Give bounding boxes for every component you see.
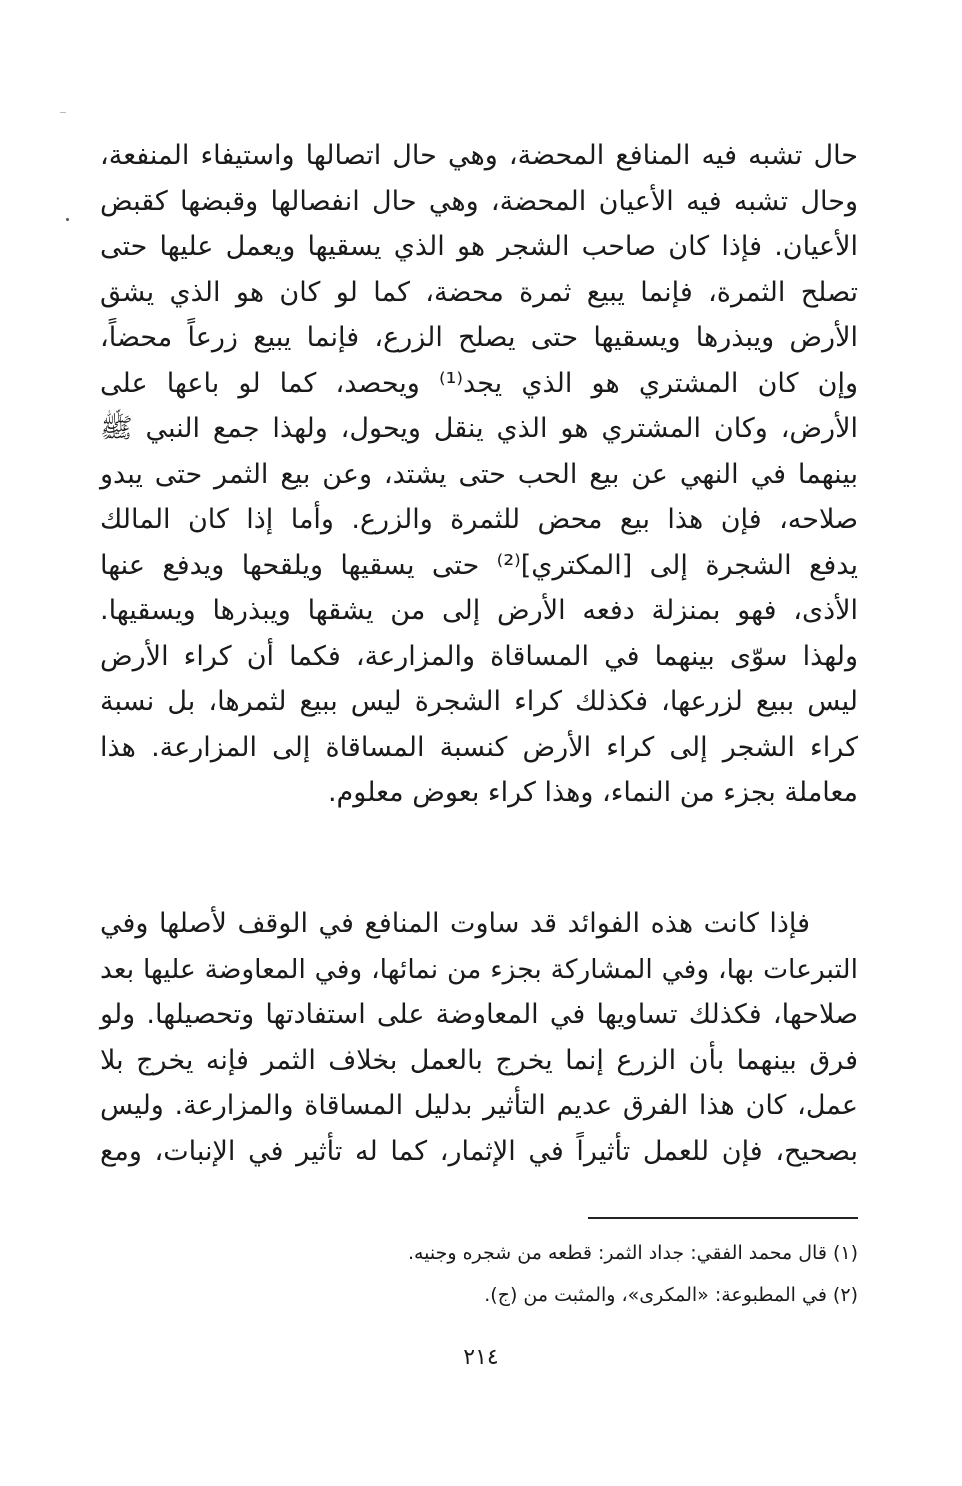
text-line: ليس ببيع لزرعها، فكذلك كراء الشجرة ليس ببيع لثمرها، بل نسبة <box>100 686 858 717</box>
paragraph-1 <box>100 133 858 816</box>
text-line: معاملة بجزء من النماء، وهذا كراء بعوض معلوم. <box>327 777 858 808</box>
text-line: فرق بينهما بأن الزرع إنما يخرج بالعمل بخلاف الثمر فإنه يخرج بلا <box>100 1044 858 1076</box>
footnote-separator <box>588 1217 858 1219</box>
text-line: صلاحها، فكذلك تساويها في المعاوضة على استفادتها وتحصيلها. ولو <box>100 999 858 1030</box>
text-line: ولهذا سوّى بينهما في المساقاة والمزارعة، فكما أن كراء الأرض <box>100 640 858 672</box>
text-line: الأعيان. فإذا كان صاحب الشجر هو الذي يسقيها ويعمل عليها حتى <box>100 231 858 262</box>
text-line: الأرض ويبذرها ويسقيها حتى يصلح الزرع، فإنما يبيع زرعاً محضاً، <box>100 322 858 353</box>
text-line: الأذى، فهو بمنزلة دفعه الأرض إلى من يشقها ويبذرها ويسقيها. <box>100 595 858 626</box>
footnote-2: (٢) في المطبوعة: «المكرى»، والمثبت من (ج). <box>484 1284 858 1306</box>
footnote-1: (١) قال محمد الفقي: جداد الثمر: قطعه من شجره وجنيه. <box>407 1242 858 1264</box>
text-line: كراء الشجر إلى كراء الأرض كنسبة المساقاة إلى المزارعة. هذا <box>100 731 858 763</box>
text-line: بصحيح، فإن للعمل تأثيراً في الإثمار، كما له تأثير في الإنبات، ومع <box>100 1135 858 1167</box>
scan-speck <box>66 218 69 221</box>
text-line: بينهما في النهي عن بيع الحب حتى يشتد، وعن بيع الثمر حتى يبدو <box>100 458 858 490</box>
text-line: عمل، كان هذا الفرق عديم التأثير بدليل المساقاة والمزارعة. وليس <box>100 1090 858 1121</box>
page-number: ٢١٤ <box>463 1345 499 1370</box>
text-line: حال تشبه فيه المنافع المحضة، وهي حال اتصالها واستيفاء المنفعة، <box>100 140 858 171</box>
footnotes <box>100 1232 858 1316</box>
text-line: وإن كان المشتري هو الذي يجد⁽¹⁾ ويحصد، كما لو باعها على <box>100 367 858 399</box>
text-line: التبرعات بها، وفي المشاركة بجزء من نمائها، وفي المعاوضة عليها بعد <box>100 953 858 985</box>
scan-mark <box>60 112 66 113</box>
text-line: تصلح الثمرة، فإنما يبيع ثمرة محضة، كما لو كان هو الذي يشق <box>100 276 858 308</box>
text-line: صلاحه، فإن هذا بيع محض للثمرة والزرع. وأما إذا كان المالك <box>100 504 858 535</box>
text-line: وحال تشبه فيه الأعيان المحضة، وهي حال انفصالها وقبضها كقبض <box>100 185 858 217</box>
text-line: فإذا كانت هذه الفوائد قد ساوت المنافع في الوقف لأصلها وفي <box>100 908 810 939</box>
paragraph-2 <box>100 901 858 1174</box>
text-line: الأرض، وكان المشتري هو الذي ينقل ويحول، ولهذا جمع النبي ﷺ <box>100 413 858 444</box>
text-line: يدفع الشجرة إلى [المكتري]⁽²⁾ حتى يسقيها ويلقحها ويدفع عنها <box>100 549 858 581</box>
